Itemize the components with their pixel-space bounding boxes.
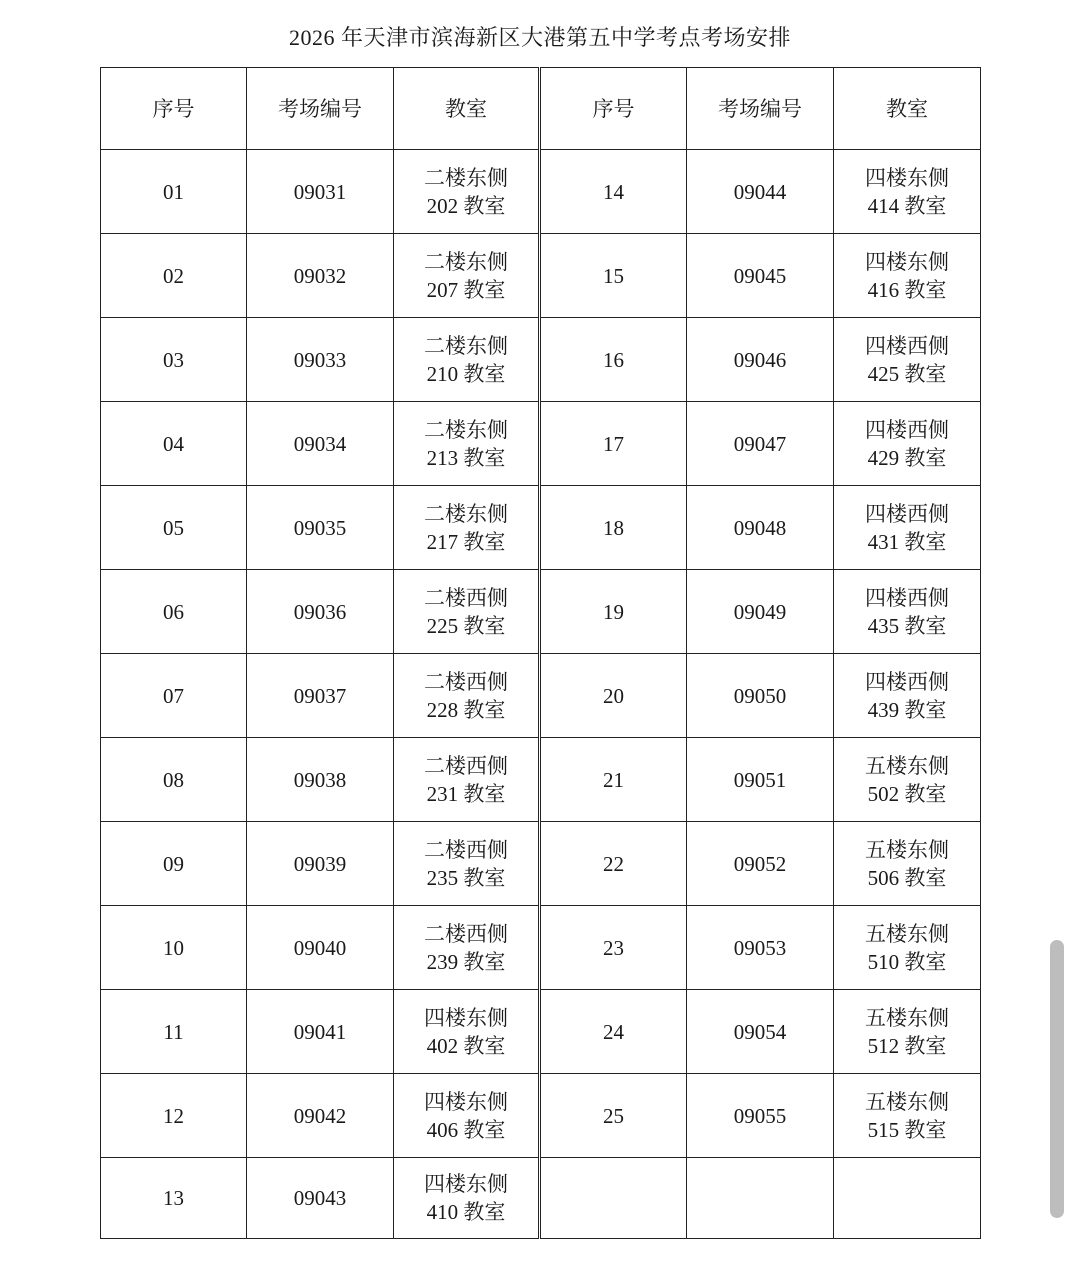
room-code-cell: 09038 — [247, 738, 394, 822]
classroom-location: 二楼东侧 — [424, 417, 508, 442]
table-row — [101, 570, 981, 654]
room-code-cell: 09034 — [247, 402, 394, 486]
classroom-location: 四楼东侧 — [424, 1172, 508, 1196]
classroom-location: 四楼西侧 — [865, 417, 949, 442]
classroom-number: 414 教室 — [867, 193, 947, 218]
classroom-number: 213 教室 — [426, 445, 506, 470]
classroom-number: 502 教室 — [867, 781, 947, 806]
classroom-text — [424, 584, 508, 640]
seq-cell: 12 — [101, 1074, 247, 1158]
classroom-number: 228 教室 — [426, 697, 506, 722]
seq-cell: 07 — [101, 654, 247, 738]
room-code-cell: 09033 — [247, 318, 394, 402]
classroom-text — [424, 248, 508, 304]
table-row — [101, 150, 981, 234]
room-code-cell: 09042 — [247, 1074, 394, 1158]
classroom-location: 二楼西侧 — [424, 921, 508, 946]
classroom-text — [865, 752, 949, 808]
classroom-cell — [394, 906, 540, 990]
seq-cell: 13 — [101, 1158, 247, 1239]
classroom-location: 二楼西侧 — [424, 669, 508, 694]
seq-cell: 17 — [540, 402, 687, 486]
classroom-number: 235 教室 — [426, 865, 506, 890]
classroom-cell — [394, 150, 540, 234]
room-code-cell: 09049 — [687, 570, 834, 654]
room-code-cell: 09036 — [247, 570, 394, 654]
classroom-text — [424, 332, 508, 388]
classroom-cell — [834, 150, 981, 234]
seq-cell: 02 — [101, 234, 247, 318]
classroom-cell — [394, 234, 540, 318]
room-code-cell: 09050 — [687, 654, 834, 738]
seq-cell: 11 — [101, 990, 247, 1074]
seq-cell: 03 — [101, 318, 247, 402]
classroom-location: 四楼西侧 — [865, 333, 949, 358]
room-code-cell — [687, 1158, 834, 1239]
classroom-cell — [394, 822, 540, 906]
classroom-location: 四楼东侧 — [424, 1089, 508, 1114]
classroom-location: 二楼东侧 — [424, 165, 508, 190]
table-row — [101, 822, 981, 906]
room-code-cell: 09043 — [247, 1158, 394, 1239]
room-code-cell: 09031 — [247, 150, 394, 234]
classroom-text — [424, 164, 508, 220]
room-code-cell: 09040 — [247, 906, 394, 990]
classroom-location: 四楼西侧 — [865, 585, 949, 610]
classroom-number: 410 教室 — [426, 1200, 506, 1224]
seq-cell: 16 — [540, 318, 687, 402]
table-header-row — [101, 68, 981, 150]
classroom-location: 五楼东侧 — [865, 921, 949, 946]
classroom-location: 四楼东侧 — [424, 1005, 508, 1030]
seq-cell: 06 — [101, 570, 247, 654]
classroom-text — [424, 500, 508, 556]
room-code-cell: 09047 — [687, 402, 834, 486]
classroom-text — [865, 1004, 949, 1060]
seq-cell: 01 — [101, 150, 247, 234]
table-row — [101, 318, 981, 402]
classroom-number: 435 教室 — [867, 613, 947, 638]
room-code-cell: 09039 — [247, 822, 394, 906]
classroom-text — [424, 836, 508, 892]
seq-cell: 25 — [540, 1074, 687, 1158]
classroom-number: 406 教室 — [426, 1117, 506, 1142]
room-code-cell: 09046 — [687, 318, 834, 402]
classroom-cell — [834, 402, 981, 486]
classroom-location: 二楼东侧 — [424, 333, 508, 358]
room-code-cell: 09055 — [687, 1074, 834, 1158]
table-row — [101, 906, 981, 990]
header-seq-left: 序号 — [101, 68, 247, 150]
room-code-cell: 09035 — [247, 486, 394, 570]
classroom-location: 二楼西侧 — [424, 837, 508, 862]
classroom-text — [424, 1088, 508, 1144]
room-code-cell: 09037 — [247, 654, 394, 738]
classroom-number: 431 教室 — [867, 529, 947, 554]
room-code-cell: 09054 — [687, 990, 834, 1074]
classroom-cell — [394, 1158, 540, 1239]
classroom-cell — [834, 318, 981, 402]
classroom-text — [865, 164, 949, 220]
classroom-number: 217 教室 — [426, 529, 506, 554]
header-room-code-left: 考场编号 — [247, 68, 394, 150]
seq-cell: 23 — [540, 906, 687, 990]
room-code-cell: 09052 — [687, 822, 834, 906]
classroom-number: 506 教室 — [867, 865, 947, 890]
classroom-text — [424, 752, 508, 808]
classroom-location: 四楼西侧 — [865, 669, 949, 694]
classroom-text — [424, 668, 508, 724]
seq-cell: 15 — [540, 234, 687, 318]
classroom-location: 二楼西侧 — [424, 753, 508, 778]
classroom-cell — [394, 738, 540, 822]
seq-cell: 08 — [101, 738, 247, 822]
seq-cell: 18 — [540, 486, 687, 570]
classroom-location: 二楼西侧 — [424, 585, 508, 610]
classroom-number: 207 教室 — [426, 277, 506, 302]
classroom-text — [865, 584, 949, 640]
classroom-cell — [834, 486, 981, 570]
classroom-text — [424, 1170, 508, 1226]
seq-cell: 09 — [101, 822, 247, 906]
classroom-location: 四楼西侧 — [865, 501, 949, 526]
room-code-cell: 09045 — [687, 234, 834, 318]
classroom-number: 210 教室 — [426, 361, 506, 386]
classroom-location: 五楼东侧 — [865, 1005, 949, 1030]
seq-cell: 05 — [101, 486, 247, 570]
header-classroom-right: 教室 — [834, 68, 981, 150]
classroom-number: 510 教室 — [867, 949, 947, 974]
classroom-cell — [394, 570, 540, 654]
classroom-text — [865, 668, 949, 724]
classroom-text — [424, 920, 508, 976]
header-seq-right: 序号 — [540, 68, 687, 150]
classroom-cell — [834, 738, 981, 822]
classroom-text — [865, 500, 949, 556]
classroom-location: 四楼东侧 — [865, 165, 949, 190]
room-code-cell: 09041 — [247, 990, 394, 1074]
classroom-cell — [834, 1074, 981, 1158]
classroom-cell — [834, 906, 981, 990]
classroom-cell — [834, 822, 981, 906]
room-code-cell: 09044 — [687, 150, 834, 234]
classroom-cell — [394, 990, 540, 1074]
classroom-text — [865, 1088, 949, 1144]
seq-cell: 04 — [101, 402, 247, 486]
classroom-cell — [834, 654, 981, 738]
seq-cell: 24 — [540, 990, 687, 1074]
classroom-number: 512 教室 — [867, 1033, 947, 1058]
seq-cell: 21 — [540, 738, 687, 822]
classroom-cell — [834, 234, 981, 318]
classroom-cell — [394, 402, 540, 486]
classroom-cell — [394, 654, 540, 738]
classroom-text — [865, 332, 949, 388]
table-body — [101, 150, 981, 1239]
classroom-text — [865, 248, 949, 304]
classroom-number: 239 教室 — [426, 949, 506, 974]
seq-cell: 22 — [540, 822, 687, 906]
header-room-code-right: 考场编号 — [687, 68, 834, 150]
classroom-location: 二楼东侧 — [424, 249, 508, 274]
classroom-text — [865, 416, 949, 472]
room-code-cell: 09048 — [687, 486, 834, 570]
classroom-number: 515 教室 — [867, 1117, 947, 1142]
classroom-number: 416 教室 — [867, 277, 947, 302]
table-row — [101, 1158, 981, 1239]
classroom-cell — [834, 1158, 981, 1239]
table-row — [101, 234, 981, 318]
classroom-number: 202 教室 — [426, 193, 506, 218]
classroom-cell — [394, 1074, 540, 1158]
classroom-location: 四楼东侧 — [865, 249, 949, 274]
classroom-number: 231 教室 — [426, 781, 506, 806]
classroom-cell — [834, 990, 981, 1074]
classroom-location: 五楼东侧 — [865, 837, 949, 862]
classroom-cell — [834, 570, 981, 654]
table-row — [101, 990, 981, 1074]
seq-cell: 14 — [540, 150, 687, 234]
table-row — [101, 486, 981, 570]
classroom-text — [865, 836, 949, 892]
table-row — [101, 738, 981, 822]
header-classroom-left: 教室 — [394, 68, 540, 150]
classroom-text — [424, 1004, 508, 1060]
scrollbar-thumb[interactable] — [1050, 940, 1064, 1218]
room-code-cell: 09032 — [247, 234, 394, 318]
classroom-number: 439 教室 — [867, 697, 947, 722]
classroom-cell — [394, 318, 540, 402]
classroom-location: 五楼东侧 — [865, 1089, 949, 1114]
table-row — [101, 402, 981, 486]
room-code-cell: 09053 — [687, 906, 834, 990]
classroom-text — [865, 920, 949, 976]
seq-cell — [540, 1158, 687, 1239]
seq-cell: 19 — [540, 570, 687, 654]
classroom-location: 五楼东侧 — [865, 753, 949, 778]
classroom-cell — [394, 486, 540, 570]
classroom-text — [424, 416, 508, 472]
room-code-cell: 09051 — [687, 738, 834, 822]
page-title: 2026 年天津市滨海新区大港第五中学考点考场安排 — [288, 25, 791, 50]
table-row — [101, 654, 981, 738]
classroom-number: 429 教室 — [867, 445, 947, 470]
classroom-number: 402 教室 — [426, 1033, 506, 1058]
exam-room-table — [100, 67, 981, 1239]
seq-cell: 10 — [101, 906, 247, 990]
table-row — [101, 1074, 981, 1158]
vertical-scrollbar[interactable] — [1050, 940, 1066, 1220]
classroom-number: 225 教室 — [426, 613, 506, 638]
seq-cell: 20 — [540, 654, 687, 738]
classroom-location: 二楼东侧 — [424, 501, 508, 526]
classroom-number: 425 教室 — [867, 361, 947, 386]
